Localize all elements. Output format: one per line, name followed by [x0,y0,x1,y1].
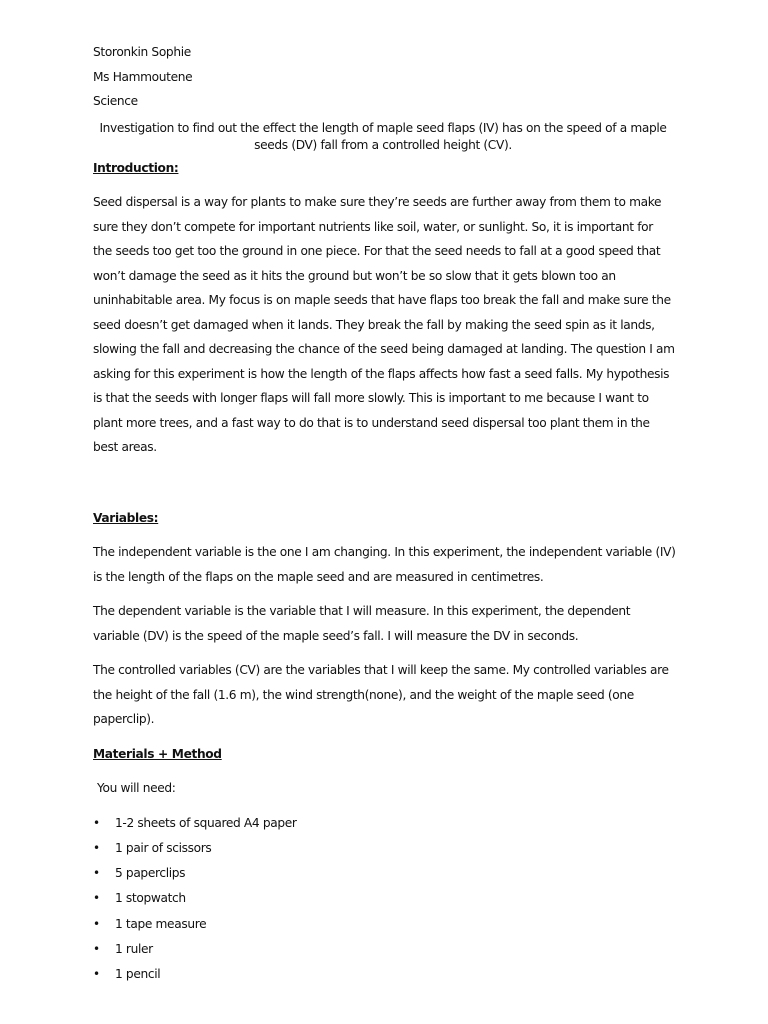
dv-line: variable (DV) is the speed of the maple seed’s fall. I will measure the DV in seconds. [93,628,579,643]
list-item-text: 1 tape measure [115,916,207,931]
intro-line: uninhabitable area. My focus is on maple seeds that have flaps too break the fall and make sure the [93,293,671,308]
intro-line: is that the seeds with longer flaps will fall more slowly. This is important to me because I want to [93,391,649,406]
bullet-icon: • [93,840,100,855]
list-item-text: 1 ruler [115,941,153,956]
dependent-variable-paragraph [93,599,673,648]
introduction-paragraph [93,190,673,460]
cv-line: the height of the fall (1.6 m), the wind strength(none), and the weight of the maple seed (one [93,687,634,702]
intro-line: sure they don’t compete for important nutrients like soil, water, or sunlight. So, it is important for [93,219,653,234]
list-item-text: 1 stopwatch [115,891,186,906]
materials-heading: Materials + Method [93,746,222,761]
list-item [93,962,673,987]
list-item-text: 5 paperclips [115,866,186,881]
bullet-icon: • [93,966,100,981]
teacher-name: Ms Hammoutene [93,69,193,84]
intro-line: Seed dispersal is a way for plants to make sure they’re seeds are further away from them to make [93,195,662,210]
list-item-text: 1 pencil [115,966,161,981]
bullet-icon: • [93,866,100,881]
student-name: Storonkin Sophie [93,45,191,59]
intro-line: plant more trees, and a fast way to do that is to understand seed dispersal too plant them in the [93,415,650,430]
intro-line: the seeds too get too the ground in one piece. For that the seed needs to fall at a good speed that [93,244,661,259]
list-item [93,912,673,937]
list-item [93,937,673,962]
list-item-text: 1-2 sheets of squared A4 paper [115,815,297,830]
document-title: Investigation to find out the effect the length of maple seed flaps (IV) has on the speed of a maple seeds (DV) fall from a controlled height (CV). [99,120,667,152]
materials-intro: You will need: [97,781,176,796]
intro-line: seed doesn’t get damaged when it lands. They break the fall by making the seed spin as it lands, [93,317,655,332]
list-item [93,836,673,861]
cv-line: paperclip). [93,712,155,727]
controlled-variables-paragraph [93,658,673,732]
intro-line: slowing the fall and decreasing the chance of the seed being damaged at landing. The question I am [93,342,675,357]
dv-line: The dependent variable is the variable that I will measure. In this experiment, the dependent [93,604,631,619]
list-item [93,811,673,836]
intro-line: won’t damage the seed as it hits the ground but won’t be so slow that it gets blown too an [93,268,616,283]
independent-variable-paragraph [93,540,676,589]
bullet-icon: • [93,941,100,956]
intro-line: best areas. [93,440,157,455]
document-page [93,40,676,987]
bullet-icon: • [93,815,100,830]
bullet-icon: • [93,916,100,931]
iv-line: is the length of the flaps on the maple seed and are measured in centimetres. [93,569,544,584]
bullet-icon: • [93,891,100,906]
intro-line: asking for this experiment is how the length of the flaps affects how fast a seed falls. My hypothesis [93,366,670,381]
introduction-heading: Introduction: [93,160,179,175]
cv-line: The controlled variables (CV) are the variables that I will keep the same. My controlled variables are [93,663,669,678]
variables-heading: Variables: [93,510,159,525]
list-item [93,886,673,911]
materials-list [93,811,673,987]
subject-name: Science [93,94,138,109]
list-item [93,861,673,886]
list-item-text: 1 pair of scissors [115,840,212,855]
iv-line: The independent variable is the one I am changing. In this experiment, the independent variable (IV) [93,545,676,560]
